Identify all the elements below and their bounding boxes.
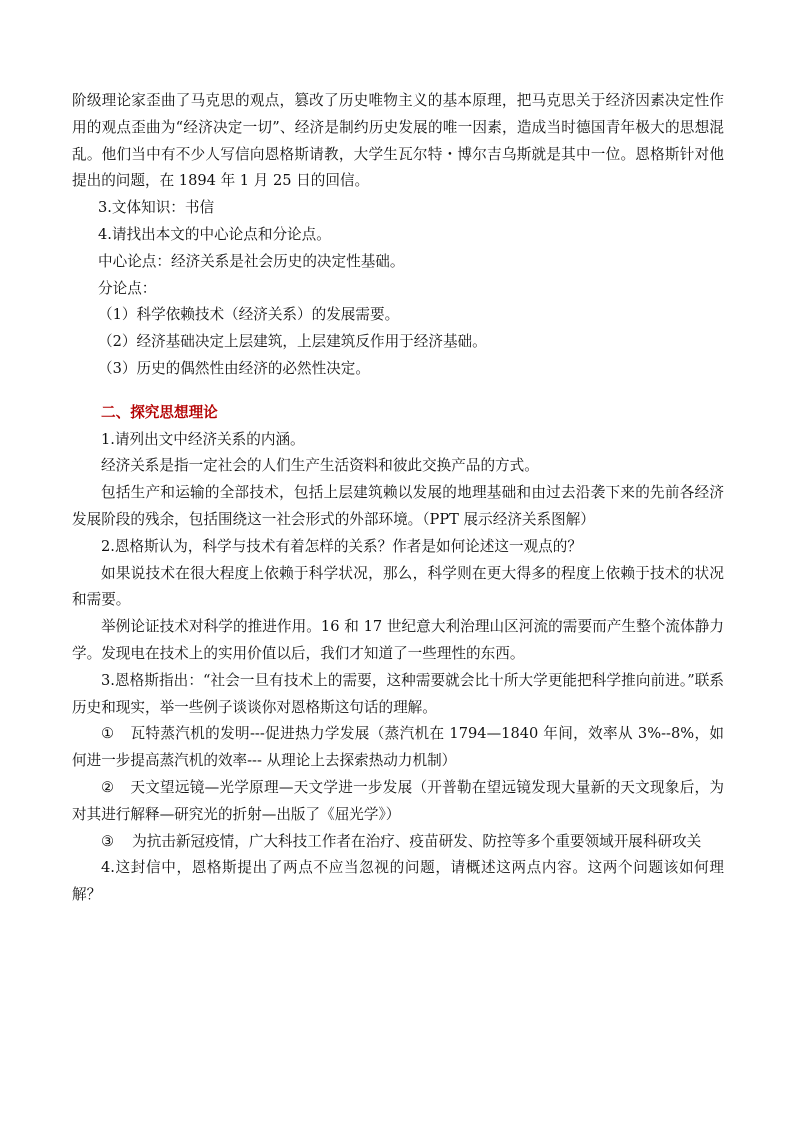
sub-argument-1: （1）科学依赖技术（经济关系）的发展需要。: [98, 306, 400, 324]
central-argument: 中心论点：经济关系是社会历史的决定性基础。: [98, 252, 405, 270]
example-number: ①: [101, 725, 115, 743]
question-3: 3.恩格斯指出：“社会一旦有技术上的需要，这种需要就会比十所大学更能把科学推向前进。”联系历史和现实，举一些例子谈谈你对恩格斯这句话的理解。: [72, 671, 724, 716]
example-text: 瓦特蒸汽机的发明---促进热力学发展（蒸汽机在 1794—1840 年间，效率从 3%--8%，如何进一步提高蒸汽机的效率--- 从理论上去探索热动力机制）: [72, 725, 724, 770]
sub-argument-2: （2）经济基础决定上层建筑，上层建筑反作用于经济基础。: [98, 333, 487, 351]
example-number: ③: [101, 832, 115, 850]
answer-2-example: 举例论证技术对科学的推进作用。16 和 17 世纪意大利治理山区河流的需要而产生整个流体静力学。发现电在技术上的实用价值以后，我们才知道了一些理性的东西。: [72, 618, 724, 662]
sub-argument-title: 分论点：: [98, 279, 157, 297]
question-2: 2.恩格斯认为，科学与技术有着怎样的关系？作者是如何论述这一观点的？: [101, 537, 582, 555]
intro-paragraph: 阶级理论家歪曲了马克思的观点，篡改了历史唯物主义的基本原理，把马克思关于经济因素决定性作用的观点歪曲为“经济决定一切”、经济是制约历史发展的唯一因素，造成当时德国青年极大的思想混乱。他们当中有不少人写信向恩格斯请教，大学生瓦尔特・博尔吉乌斯就是其中一位。恩格斯针对他提出的问题，在 1894 年 1 月 25 日的回信。: [72, 92, 724, 190]
example-item-3: [72, 829, 724, 856]
example-item-2: [72, 775, 724, 829]
example-text: 天文望远镜—光学原理—天文学进一步发展（开普勒在望远镜发现大量新的天文现象后，为对其进行解释—研究光的折射—出版了《屈光学》）: [72, 778, 724, 823]
example-number: ②: [101, 778, 115, 796]
question-4: 4.请找出本文的中心论点和分论点。: [98, 225, 331, 243]
section-heading: 二、探究思想理论: [101, 403, 218, 421]
question-3-style: 3.文体知识：书信: [98, 199, 215, 217]
answer-1-definition: 经济关系是指一定社会的人们生产生活资料和彼此交换产品的方式。: [101, 457, 539, 475]
example-item-1: [72, 721, 724, 775]
answer-1-detail: 包括生产和运输的全部技术，包括上层建筑赖以发展的地理基础和由过去沿袭下来的先前各经济发展阶段的残余，包括围绕这一社会形式的外部环境。（PPT 展示经济关系图解）: [72, 484, 724, 528]
question-1: 1.请列出文中经济关系的内涵。: [101, 430, 305, 448]
example-text: 为抗击新冠疫情，广大科技工作者在治疗、疫苗研发、防控等多个重要领域开展科研攻关: [132, 832, 702, 850]
answer-2-relation: 如果说技术在很大程度上依赖于科学状况，那么，科学则在更大得多的程度上依赖于技术的状况和需要。: [72, 564, 724, 609]
document-page: [72, 88, 724, 909]
sub-argument-3: （3）历史的偶然性由经济的必然性决定。: [98, 359, 370, 377]
question-4-letter: 4.这封信中，恩格斯提出了两点不应当忽视的问题，请概述这两点内容。这两个问题该如何理解？: [72, 859, 724, 904]
